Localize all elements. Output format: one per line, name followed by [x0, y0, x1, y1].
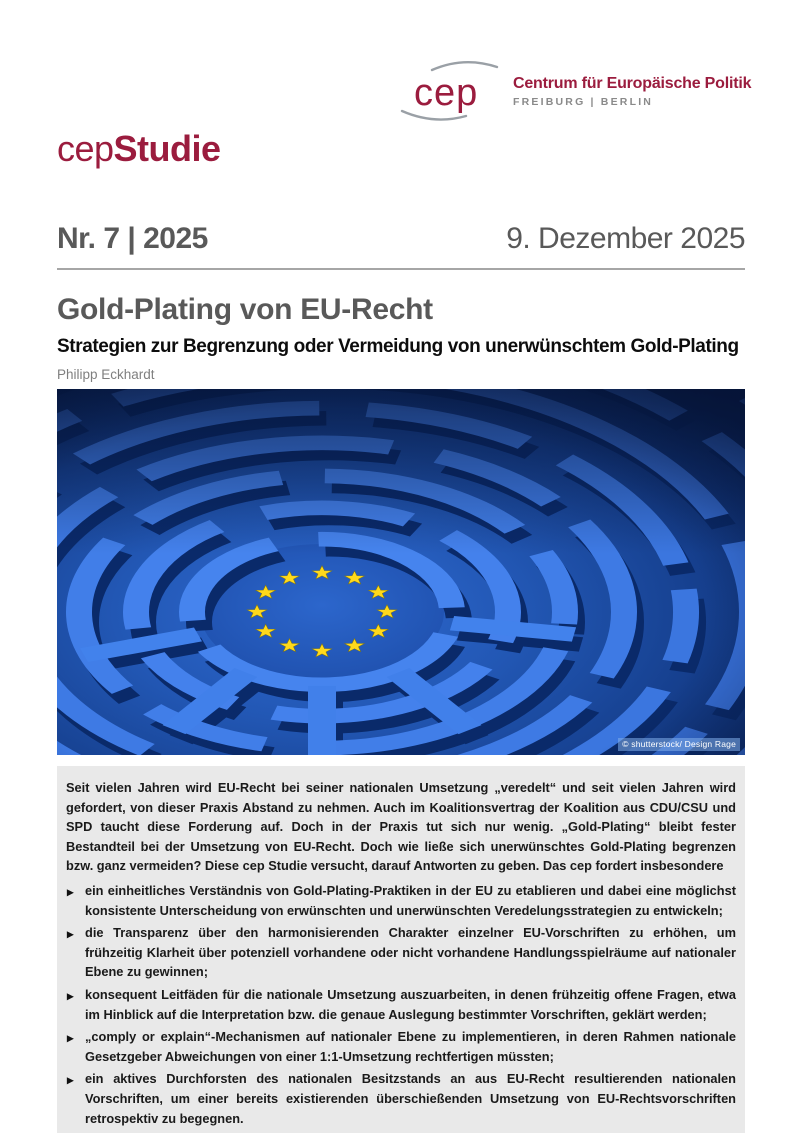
page-subtitle: Strategien zur Begrenzung oder Vermeidung von unerwünschtem Gold-Plating — [57, 336, 739, 357]
bullet-text: die Transparenz über den harmonisierenden Charakter einzelner EU-Vorschriften zu erhöhen, um frühzeitig Klarheit über potenziell vorhandene oder nicht vorhandene Handlungsspielräume auf nationaler Ebene zu gewinnen; — [85, 925, 736, 980]
hero-image-eu-maze — [57, 389, 745, 755]
summary-box — [57, 766, 745, 1133]
list-item — [66, 985, 736, 1024]
logo-org-name: Centrum für Europäische Politik — [513, 74, 752, 92]
bullet-text: ein einheitliches Verständnis von Gold-Plating-Praktiken in der EU zu etablieren und dabei eine möglichst konsistente Unterscheidung von erwünschten und unerwünschten Veredelungsstrategien zu entwickeln; — [85, 882, 736, 918]
eu-maze-illustration — [57, 389, 745, 755]
list-item — [66, 923, 736, 982]
list-item — [66, 1069, 736, 1128]
summary-bullet-list — [66, 881, 736, 1128]
issue-date: 9. Dezember 2025 — [506, 222, 745, 255]
masthead — [57, 128, 221, 170]
bullet-text: „comply or explain“-Mechanismen auf nationaler Ebene zu implementieren, in deren Rahmen nationale Gesetzgeber Abweichungen von einer 1:1-Umsetzung rechtfertigen müssten; — [85, 1029, 736, 1064]
issue-bar — [57, 222, 745, 270]
image-credit: © shutterstock/ Design Rage — [618, 738, 740, 751]
issue-number: Nr. 7 | 2025 — [57, 222, 208, 255]
summary-intro: Seit vielen Jahren wird EU-Recht bei seiner nationalen Umsetzung „veredelt“ und seit vielen Jahren wird gefordert, von dieser Praxis Abstand zu nehmen. Auch im Koalitionsvertrag der Koalition aus CDU/CSU und SPD taucht diese Forderung auf. Doch in der Praxis tut sich nur wenig. „Gold-Plating“ bleibt fester Bestandteil bei der Umsetzung von EU-Recht. Doch wie ließe sich unerwünschtes Gold-Plating begrenzen bzw. ganz vermeiden? Diese cep Studie versucht, darauf Antworten zu geben. Das cep fordert insbesondere — [66, 780, 736, 874]
list-item — [66, 881, 736, 920]
bullet-text: ein aktives Durchforsten des nationalen Besitzstands an aus EU-Recht resultierenden nationalen Vorschriften, um einer bereits existierenden überschießenden Umsetzung von EU-Rechtsvorschriften retrospektiv zu begegnen. — [85, 1071, 736, 1126]
cep-logo-mark-icon — [400, 58, 500, 124]
triangle-bullet-icon: ▶ — [67, 1033, 74, 1044]
list-item — [66, 1027, 736, 1066]
cep-logo — [400, 58, 751, 124]
cep-logo-letters: cep — [414, 72, 479, 114]
triangle-bullet-icon: ▶ — [67, 990, 74, 1001]
page-title: Gold-Plating von EU-Recht — [57, 293, 433, 326]
masthead-suffix: Studie — [113, 128, 221, 169]
logo-text-block — [513, 75, 751, 108]
triangle-bullet-icon: ▶ — [67, 886, 74, 897]
bullet-text: konsequent Leitfäden für die nationale Umsetzung auszuarbeiten, in denen frühzeitig offene Fragen, etwa im Hinblick auf die Interpretation bzw. die genaue Auslegung bestimmter Vorschriften, geklärt werden; — [85, 986, 736, 1022]
author-name: Philipp Eckhardt — [57, 367, 155, 382]
masthead-prefix: cep — [57, 128, 114, 169]
logo-org-locations: FREIBURG | BERLIN — [513, 95, 654, 108]
triangle-bullet-icon: ▶ — [67, 929, 74, 940]
triangle-bullet-icon: ▶ — [67, 1075, 74, 1086]
